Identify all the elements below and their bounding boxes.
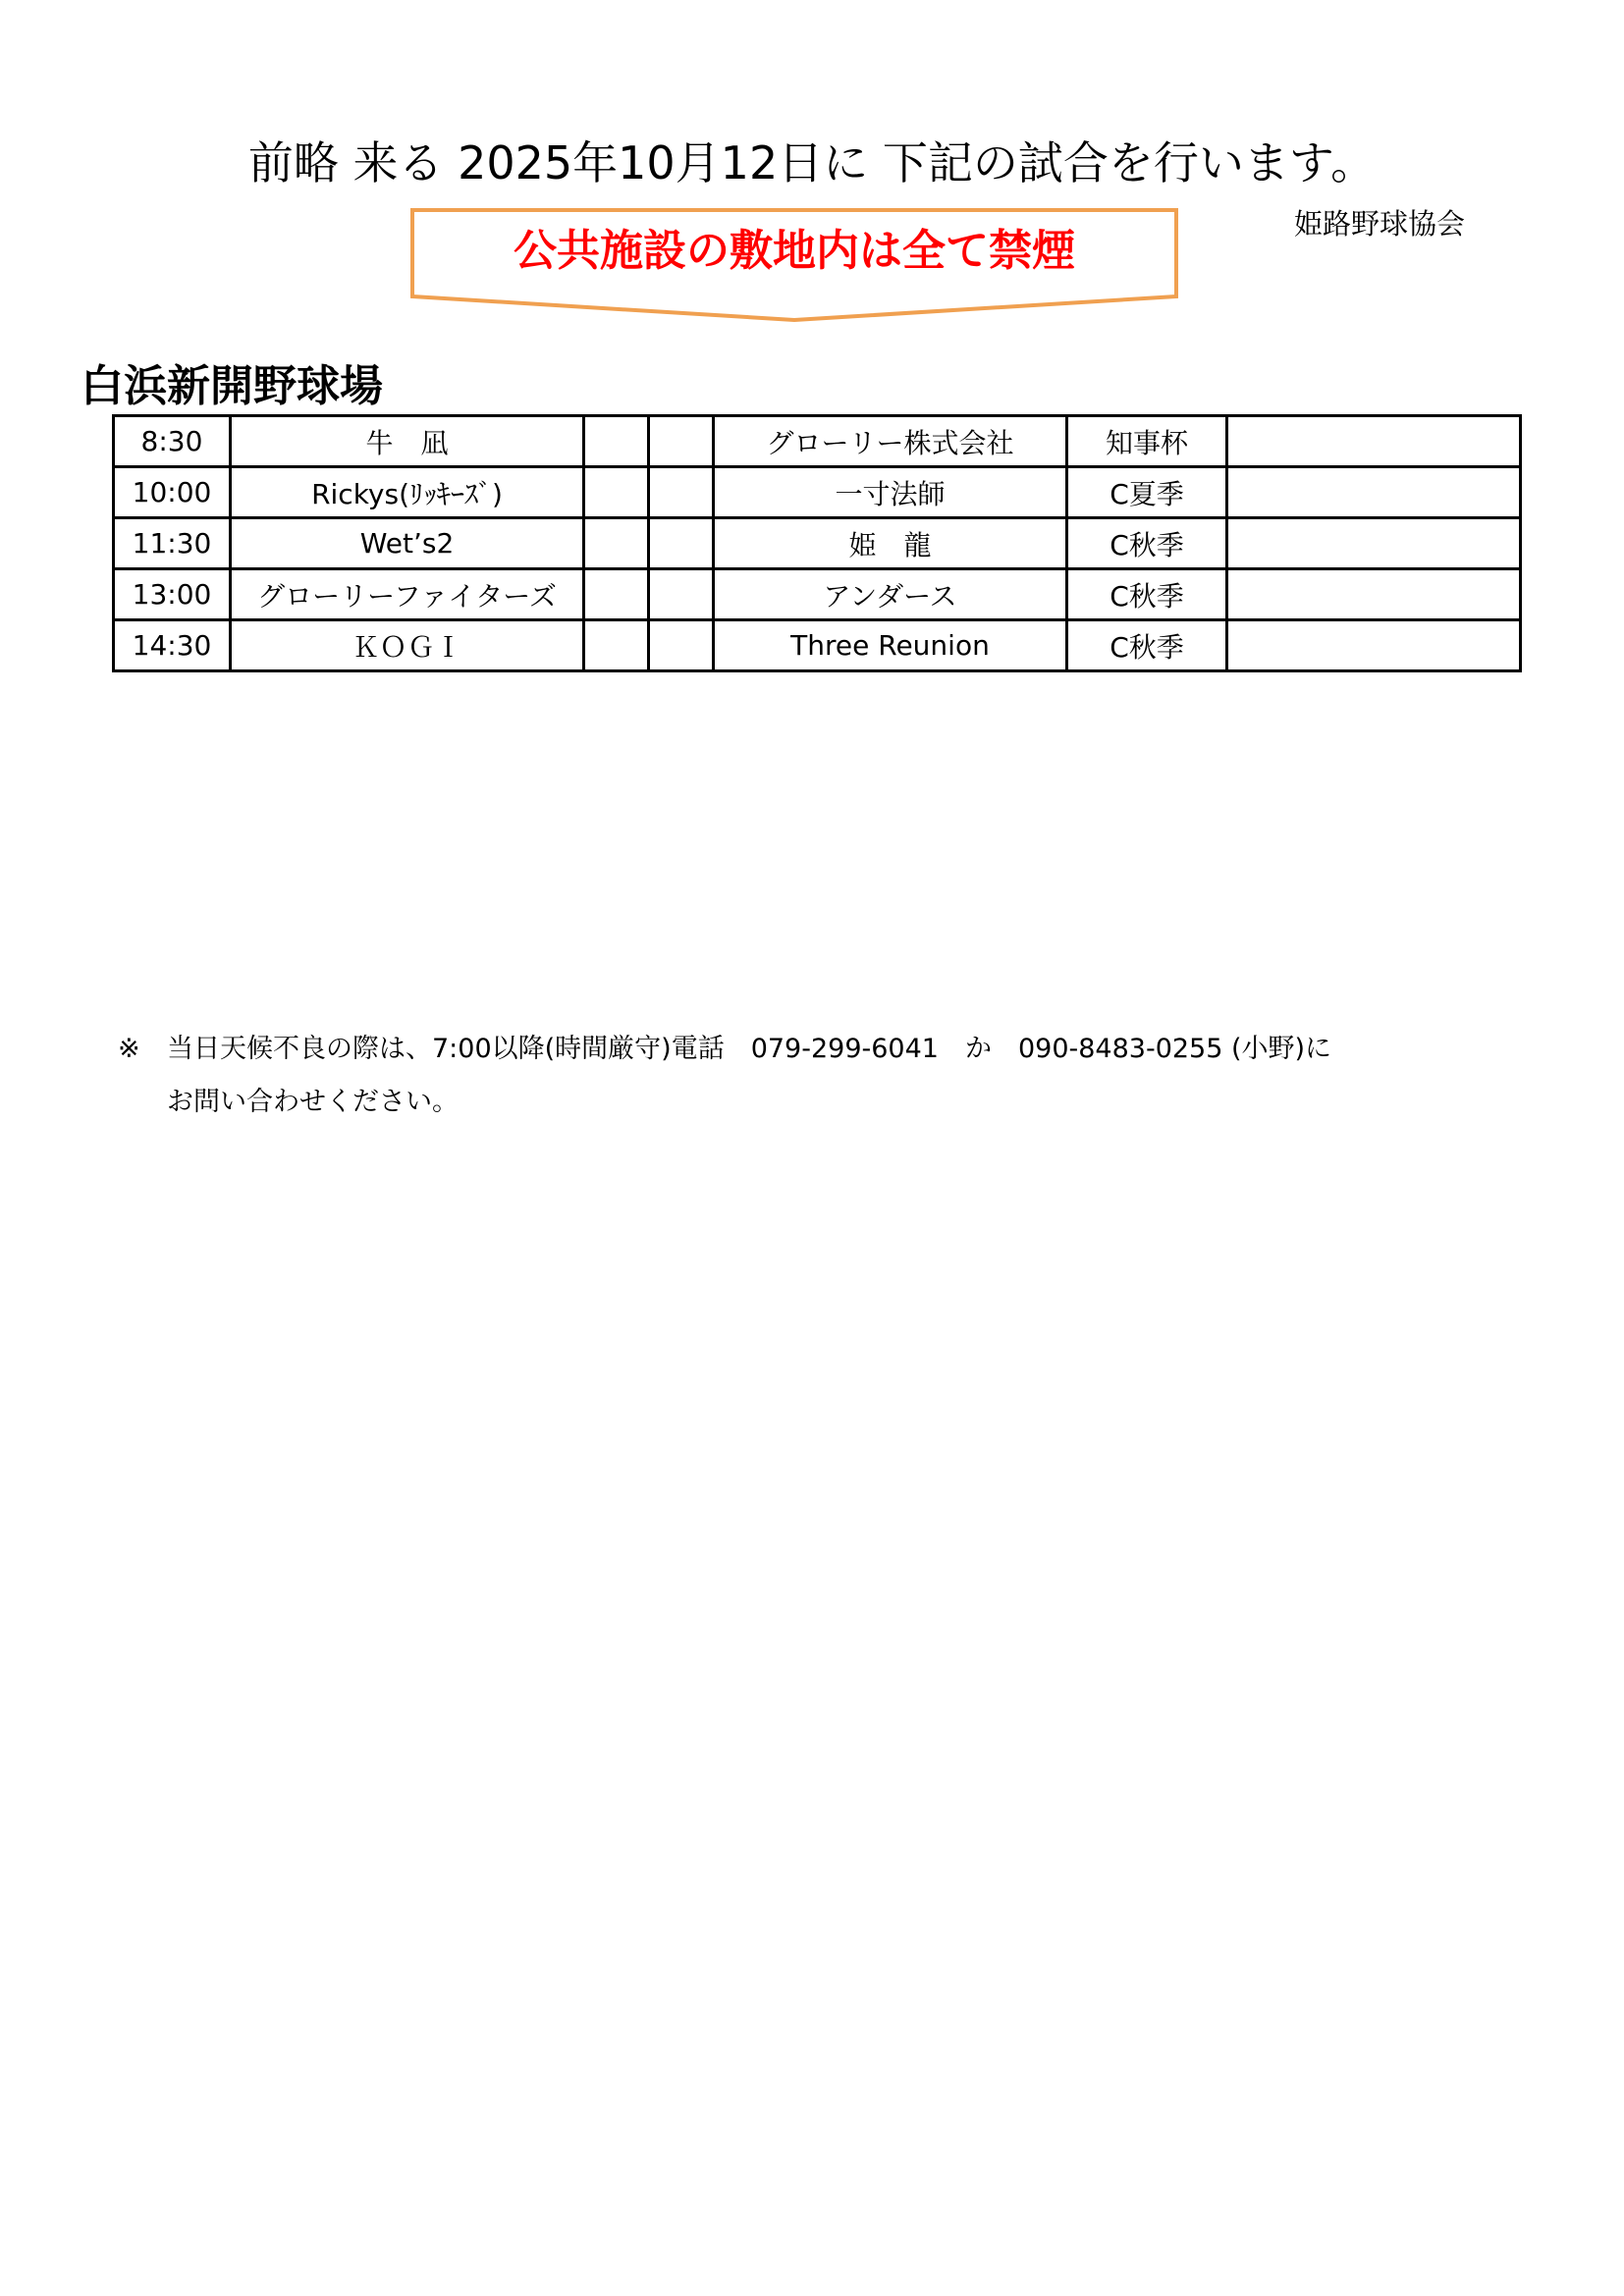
match-time: 11:30 [114, 518, 231, 569]
table-row [114, 467, 1521, 518]
table-row [114, 569, 1521, 620]
headline: 前略 来る 2025年10月12日に 下記の試合を行います。 [247, 136, 1377, 189]
score-second [649, 518, 714, 569]
schedule-body [114, 416, 1521, 671]
team-first: Wet’s2 [231, 518, 584, 569]
note-cell [1227, 518, 1521, 569]
team-second: 姫 龍 [714, 518, 1067, 569]
note-cell [1227, 569, 1521, 620]
score-first [584, 569, 649, 620]
score-second [649, 416, 714, 467]
league-name: C秋季 [1067, 518, 1227, 569]
notice-line-1: 当日天候不良の際は、7:00以降(時間厳守)電話 079-299-6041 か 090-8483-0255 (小野)に [167, 1034, 1332, 1064]
note-cell [1227, 416, 1521, 467]
team-first: ＫＯＧＩ [231, 620, 584, 671]
weather-notice [118, 1033, 1331, 1066]
match-time: 14:30 [114, 620, 231, 671]
team-second: Three Reunion [714, 620, 1067, 671]
table-row [114, 518, 1521, 569]
team-first: 牛 凪 [231, 416, 584, 467]
score-first [584, 518, 649, 569]
note-cell [1227, 467, 1521, 518]
score-second [649, 569, 714, 620]
score-first [584, 620, 649, 671]
venue-name: 白浜新開野球場 [81, 361, 383, 411]
notice-line-2: お問い合わせください。 [167, 1087, 459, 1117]
schedule-table [112, 414, 1522, 672]
league-name: 知事杯 [1067, 416, 1227, 467]
league-name: C秋季 [1067, 569, 1227, 620]
score-first [584, 467, 649, 518]
score-first [584, 416, 649, 467]
team-second: アンダース [714, 569, 1067, 620]
note-cell [1227, 620, 1521, 671]
league-name: C夏季 [1067, 467, 1227, 518]
table-row [114, 416, 1521, 467]
team-second: グローリー株式会社 [714, 416, 1067, 467]
no-smoking-banner [410, 208, 1178, 324]
table-row [114, 620, 1521, 671]
match-time: 10:00 [114, 467, 231, 518]
team-second: 一寸法師 [714, 467, 1067, 518]
match-time: 13:00 [114, 569, 231, 620]
banner-text: 公共施設の敷地内は全て禁煙 [514, 226, 1075, 276]
score-second [649, 620, 714, 671]
reference-mark: ※ [118, 1034, 140, 1064]
score-second [649, 467, 714, 518]
league-name: C秋季 [1067, 620, 1227, 671]
match-time: 8:30 [114, 416, 231, 467]
team-first: Rickys(ﾘｯｷｰｽﾞ) [231, 467, 584, 518]
organization-name: 姫路野球協会 [1294, 207, 1466, 240]
team-first: グローリーファイターズ [231, 569, 584, 620]
